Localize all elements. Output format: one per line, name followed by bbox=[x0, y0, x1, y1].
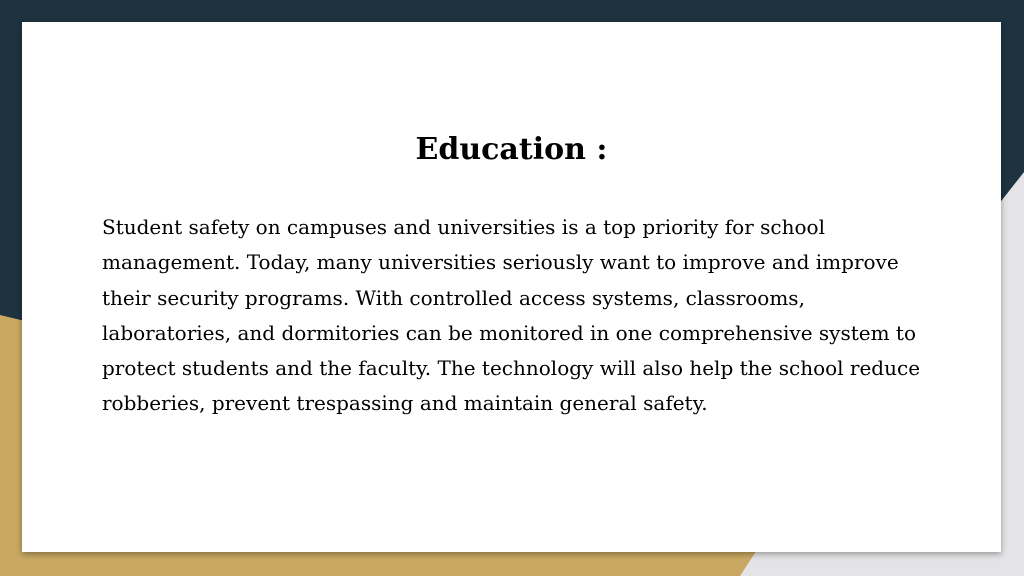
slide-body-text: Student safety on campuses and universities is a top priority for school management. Today, many universities seriously want to improve and improve their security programs. With controlled access systems, classrooms, laboratories, and dormitories can be monitored in one comprehensive system to protect students and the faculty. The technology will also help the school reduce robberies, prevent trespassing and maintain general safety. bbox=[102, 215, 921, 416]
slide-card bbox=[22, 22, 1001, 552]
slide-title: Education : bbox=[415, 132, 608, 167]
